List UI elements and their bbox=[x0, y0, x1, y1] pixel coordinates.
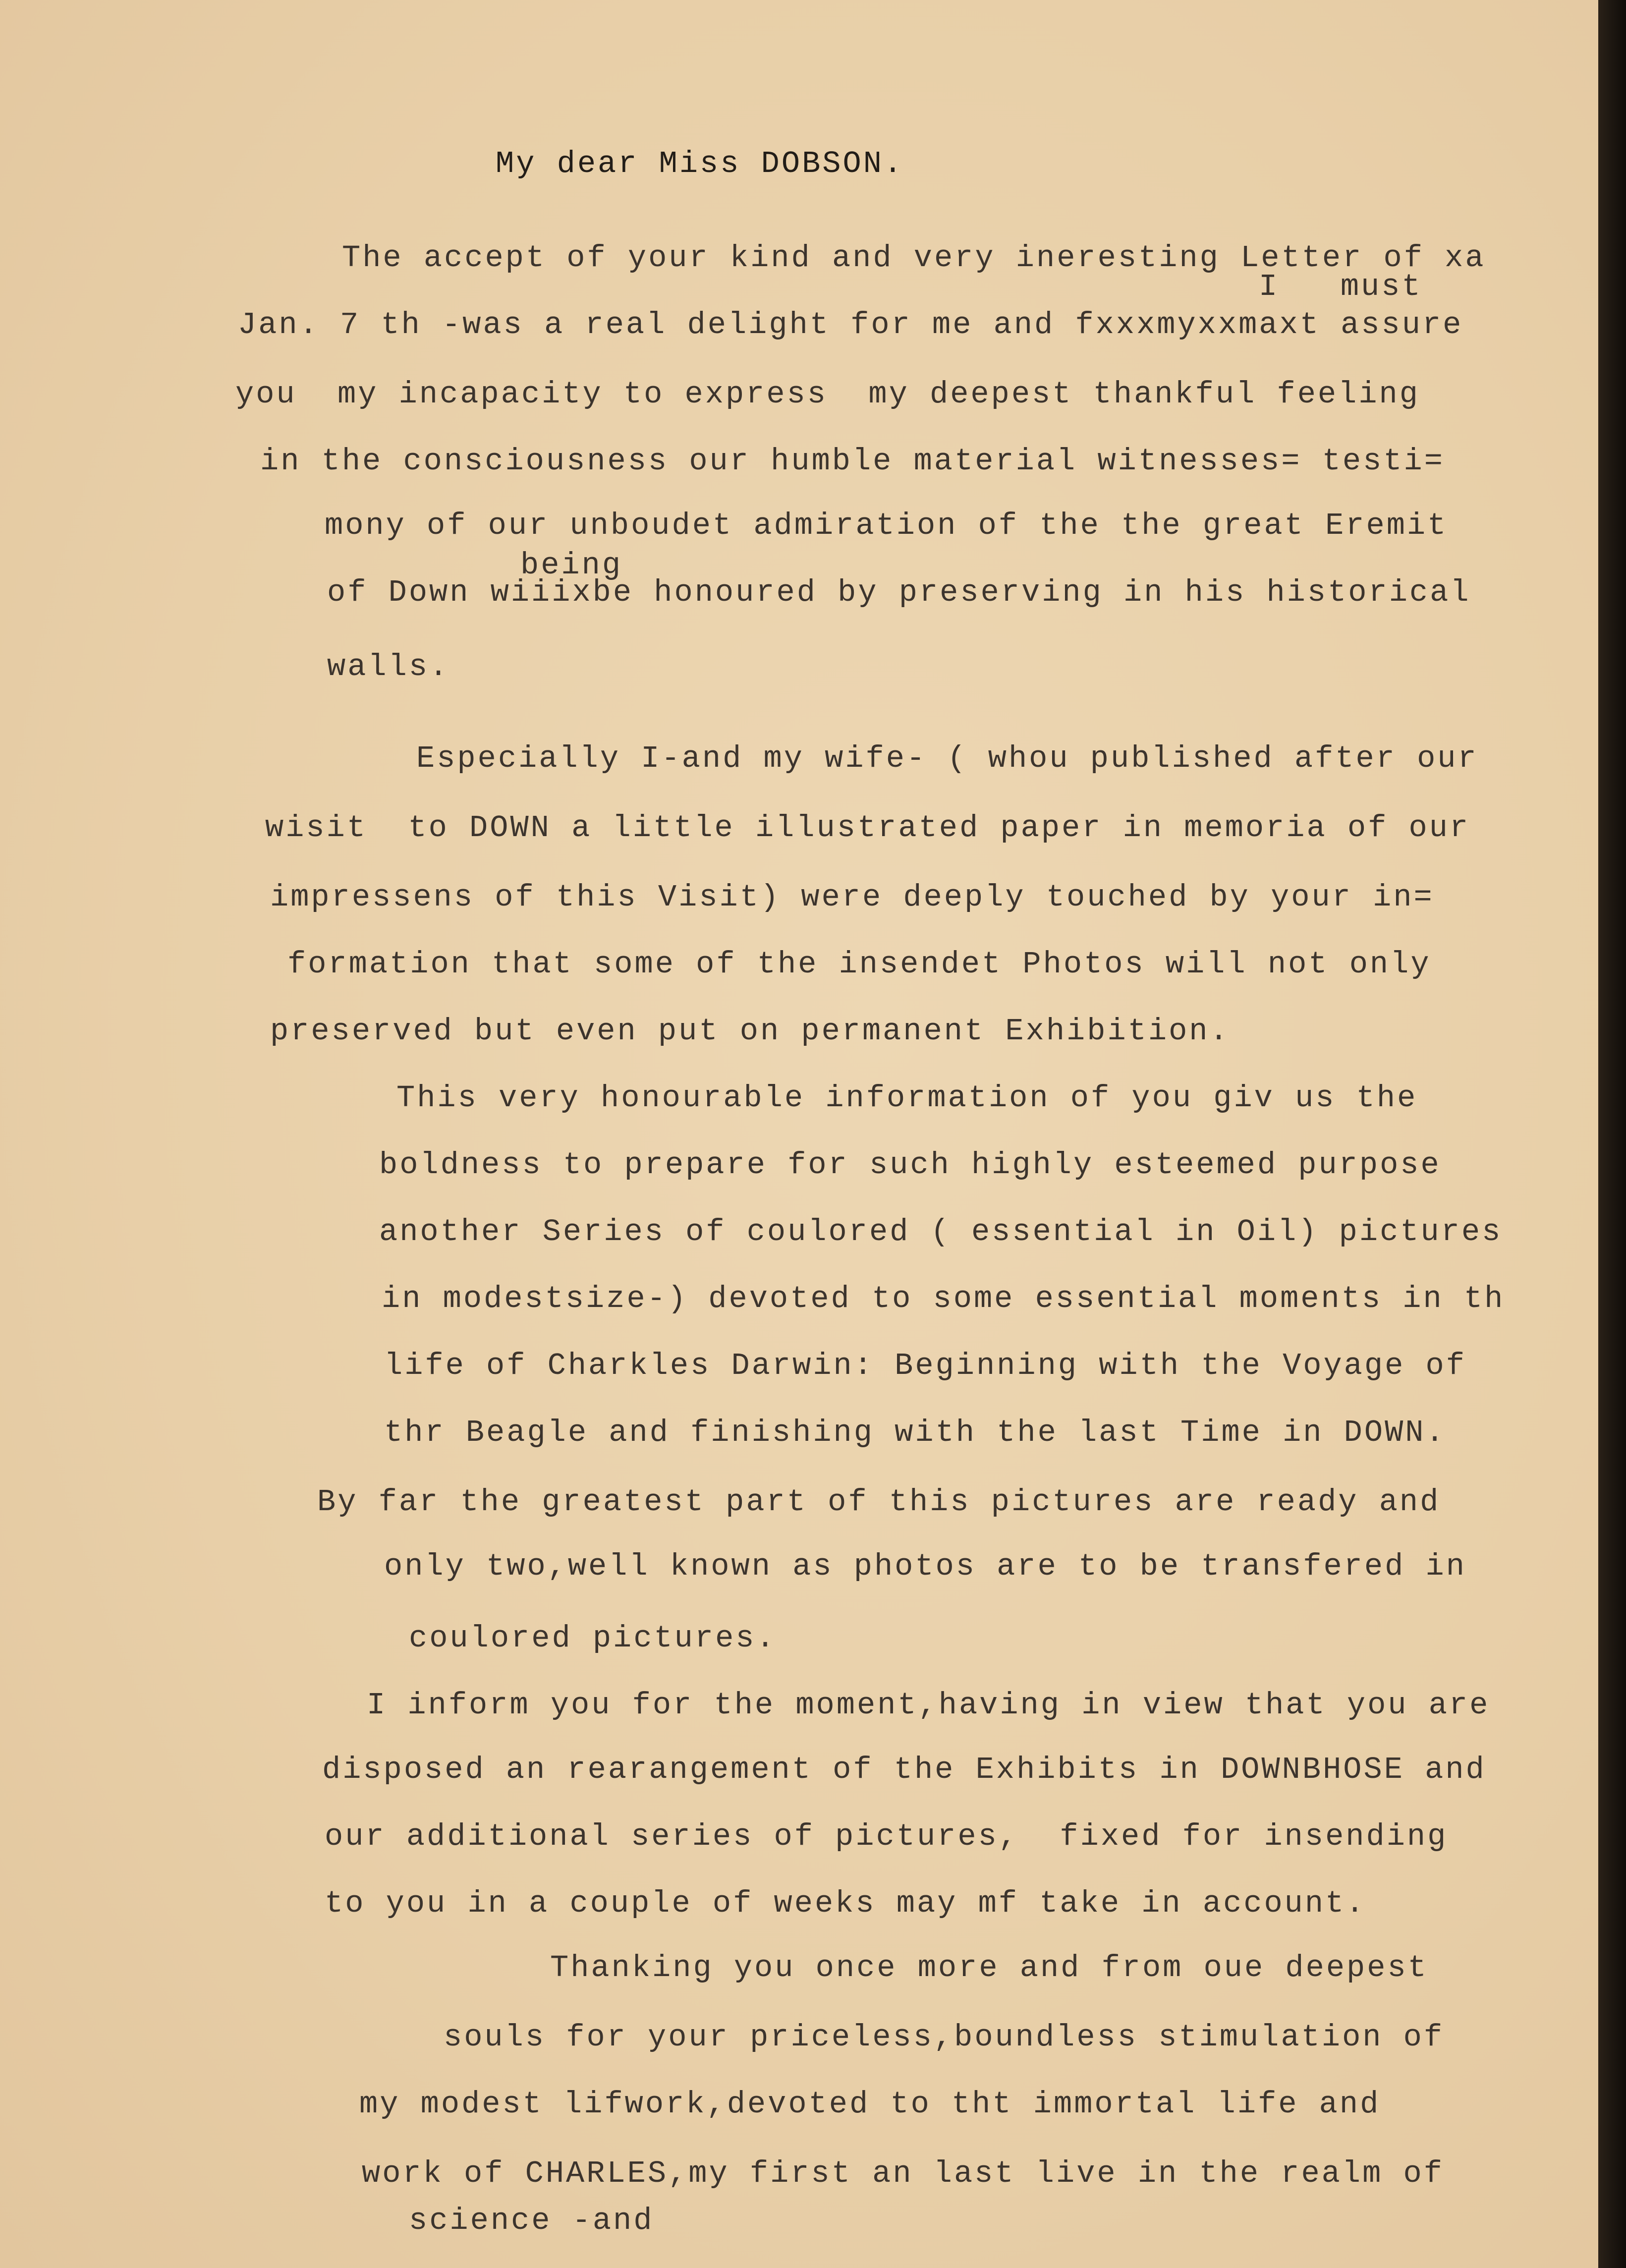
letter-line: Especially I-and my wife- ( whou published after our bbox=[416, 741, 1478, 776]
letter-line: souls for your priceless,boundless stimulation of bbox=[444, 2020, 1445, 2055]
letter-line: another Series of coulored ( essential in Oil) pictures bbox=[379, 1214, 1503, 1249]
letter-line: you my incapacity to express my deepest thankful feeling bbox=[235, 377, 1420, 412]
interlinear-insertion: I must bbox=[1259, 269, 1422, 304]
letter-line: my modest lifwork,devoted to tht immortal life and bbox=[359, 2087, 1381, 2122]
letter-line: wisit to DOWN a little illustrated paper in memoria of our bbox=[265, 810, 1470, 846]
letter-line: thr Beagle and finishing with the last Time in DOWN. bbox=[384, 1415, 1446, 1450]
letter-line: work of CHARLES,my first an last live in the realm of bbox=[362, 2156, 1444, 2191]
letter-line: This very honourable information of you giv us the bbox=[396, 1080, 1418, 1116]
letter-line: walls. bbox=[327, 649, 450, 684]
letter-line: boldness to prepare for such highly esteemed purpose bbox=[379, 1147, 1441, 1183]
letter-line: impressens of this Visit) were deeply touched by your in= bbox=[270, 880, 1434, 915]
letter-line: Thanking you once more and from oue deepest bbox=[550, 1950, 1428, 1985]
letter-line: preserved but even put on permanent Exhibition. bbox=[270, 1014, 1230, 1049]
letter-line: By far the greatest part of this pictures are ready and bbox=[317, 1484, 1441, 1520]
scan-edge bbox=[1598, 0, 1626, 2268]
letter-line: coulored pictures. bbox=[409, 1621, 777, 1656]
letter-line: only two,well known as photos are to be transfered in bbox=[384, 1549, 1466, 1584]
letter-line: Jan. 7 th -was a real delight for me and fxxxmyxxmaxt assure bbox=[238, 307, 1463, 342]
letter-line: of Down wiiixbe honoured by preserving in his historical bbox=[327, 575, 1471, 610]
letter-line: disposed an rearangement of the Exhibits in DOWNBHOSE and bbox=[322, 1752, 1486, 1787]
letter-line: science -and bbox=[409, 2203, 654, 2238]
letter-line: mony of our unboudet admiration of the the great Eremit bbox=[325, 508, 1448, 543]
salutation: My dear Miss DOBSON. bbox=[496, 146, 904, 181]
letter-line: life of Charkles Darwin: Beginning with the Voyage of bbox=[384, 1348, 1466, 1383]
letter-line: our additional series of pictures, fixed for insending bbox=[325, 1819, 1448, 1854]
letter-line: formation that some of the insendet Photos will not only bbox=[287, 947, 1431, 982]
letter-line: in the consciousness our humble material witnesses= testi= bbox=[260, 444, 1445, 479]
letter-line: to you in a couple of weeks may mf take in account. bbox=[325, 1886, 1366, 1921]
interlinear-insertion: being bbox=[520, 548, 623, 583]
letter-line: The accept of your kind and very ineresting Letter of xa bbox=[342, 240, 1486, 276]
letter-line: I inform you for the moment,having in view that you are bbox=[367, 1688, 1490, 1723]
letter-line: in modestsize-) devoted to some essential moments in th bbox=[382, 1281, 1505, 1316]
